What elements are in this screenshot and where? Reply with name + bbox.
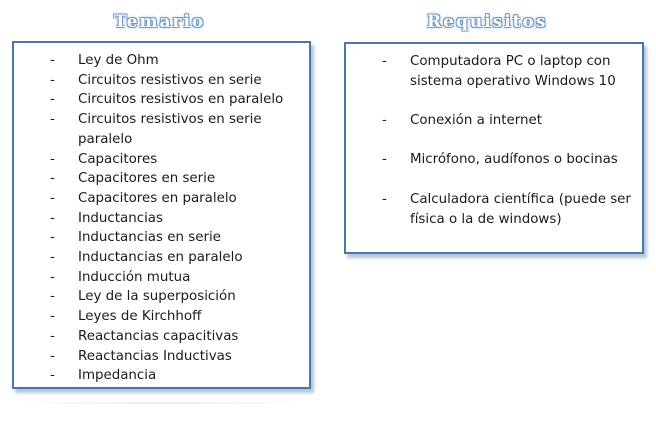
bullet-dash: -: [50, 72, 55, 88]
bullet-dash: -: [50, 289, 55, 305]
list-item-text: Capacitores: [78, 151, 158, 167]
bullet-dash: -: [50, 230, 55, 246]
bullet-dash: -: [382, 113, 387, 129]
requisitos-heading: Requisitos: [427, 12, 548, 32]
bullet-dash: -: [50, 171, 55, 187]
list-item: [50, 189, 300, 209]
list-item-text: Capacitores en paralelo: [78, 190, 237, 206]
list-item: [50, 347, 300, 367]
list-item-text: Circuitos resistivos en serie: [78, 72, 262, 88]
bullet-dash: -: [50, 112, 55, 128]
bullet-dash: -: [50, 250, 55, 266]
list-item: [382, 52, 632, 91]
list-item-text: Inductancias: [78, 210, 163, 226]
list-item-text: Calculadora científica (puede ser física o la de windows): [410, 191, 631, 227]
bullet-dash: -: [382, 54, 387, 69]
list-item: [50, 268, 300, 288]
bullet-dash: -: [50, 151, 55, 167]
bullet-dash: -: [50, 328, 55, 344]
list-item: [50, 110, 300, 149]
bullet-dash: -: [50, 348, 55, 364]
list-item-text: Ley de Ohm: [78, 53, 159, 68]
temario-box: [12, 41, 311, 389]
bullet-dash: -: [50, 269, 55, 285]
temario-list: [50, 51, 300, 386]
list-item: [382, 111, 632, 131]
requisitos-list: [382, 52, 632, 229]
list-item-text: Leyes de Kirchhoff: [78, 309, 202, 325]
list-item: [50, 327, 300, 347]
list-item-text: Inductancias en paralelo: [78, 250, 243, 266]
list-item: [50, 71, 300, 91]
bullet-dash: -: [50, 53, 55, 68]
list-item-text: Inductancias en serie: [78, 230, 221, 246]
list-item: [50, 90, 300, 110]
list-item: [50, 51, 300, 71]
bullet-dash: -: [382, 152, 387, 168]
list-item: [50, 209, 300, 229]
list-item-text: Inducción mutua: [78, 269, 191, 285]
bullet-dash: -: [50, 210, 55, 226]
list-item-text: Circuitos resistivos en paralelo: [78, 92, 284, 108]
bullet-dash: -: [50, 92, 55, 108]
bullet-dash: -: [50, 190, 55, 206]
list-item-text: Computadora PC o laptop con sistema operativo Windows 10: [410, 54, 616, 89]
list-item: [50, 366, 300, 386]
list-item-text: Conexión a internet: [410, 113, 543, 129]
list-item-text: Micrófono, audífonos o bocinas: [410, 152, 618, 168]
list-item-text: Impedancia: [78, 368, 157, 384]
bullet-dash: -: [50, 368, 55, 384]
list-item: [50, 248, 300, 268]
list-item: [382, 150, 632, 170]
list-item: [382, 190, 632, 229]
temario-heading: Temario: [114, 12, 206, 32]
requisitos-box: [344, 42, 644, 254]
list-item: [50, 169, 300, 189]
bullet-dash: -: [382, 191, 387, 207]
list-item-text: Ley de la superposición: [78, 289, 236, 305]
decorative-divider: [12, 402, 311, 404]
bullet-dash: -: [50, 309, 55, 325]
list-item-text: Capacitores en serie: [78, 171, 216, 187]
list-item-text: Reactancias capacitivas: [78, 328, 239, 344]
list-item-text: Circuitos resistivos en serie paralelo: [78, 112, 262, 147]
list-item: [50, 228, 300, 248]
list-item: [50, 287, 300, 307]
list-item: [50, 307, 300, 327]
list-item-text: Reactancias Inductivas: [78, 348, 232, 364]
list-item: [50, 150, 300, 170]
